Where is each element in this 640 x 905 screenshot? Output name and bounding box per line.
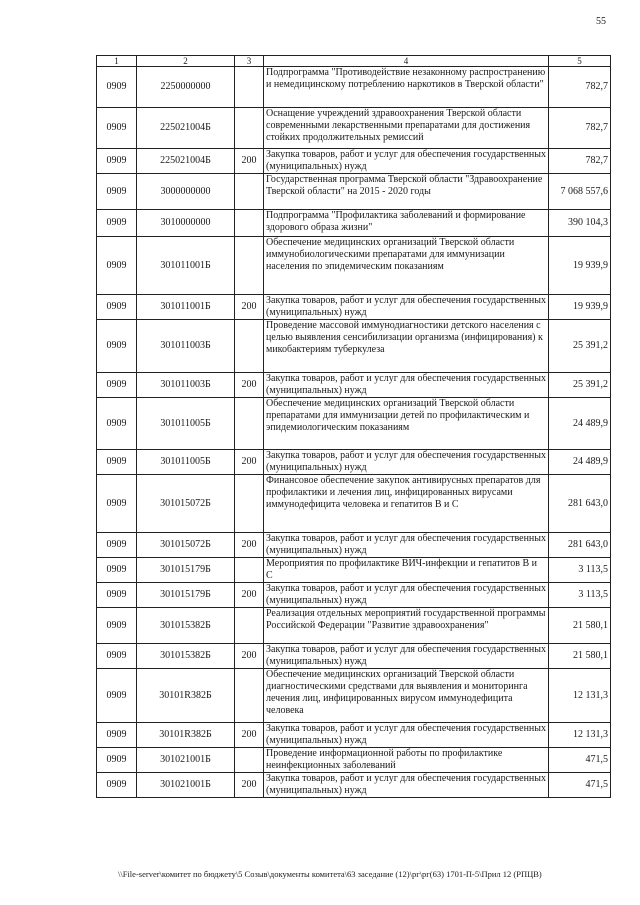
- code-cell: 301021001Б: [137, 748, 235, 773]
- budget-table: [96, 55, 611, 798]
- description-cell: Закупка товаров, работ и услуг для обеспечения государственных (муниципальных) нужд: [264, 533, 549, 558]
- expense-type-cell: [235, 174, 264, 210]
- table-row: [97, 320, 611, 373]
- section-cell: 0909: [97, 450, 137, 475]
- code-cell: 301011001Б: [137, 237, 235, 295]
- expense-type-cell: [235, 475, 264, 533]
- code-cell: 30101R382Б: [137, 669, 235, 723]
- description-cell: Закупка товаров, работ и услуг для обеспечения государственных (муниципальных) нужд: [264, 723, 549, 748]
- amount-cell: 21 580,1: [549, 608, 611, 644]
- code-cell: 30101R382Б: [137, 723, 235, 748]
- code-cell: 301015072Б: [137, 475, 235, 533]
- header-cell-1: 1: [97, 56, 137, 67]
- header-cell-2: 2: [137, 56, 235, 67]
- code-cell: 301011001Б: [137, 295, 235, 320]
- expense-type-cell: [235, 748, 264, 773]
- header-cell-3: 3: [235, 56, 264, 67]
- expense-type-cell: [235, 237, 264, 295]
- amount-cell: 782,7: [549, 108, 611, 149]
- table-row: [97, 67, 611, 108]
- amount-cell: 3 113,5: [549, 583, 611, 608]
- section-cell: 0909: [97, 237, 137, 295]
- description-cell: Финансовое обеспечение закупок антивирусных препаратов для профилактики и лечения лиц, инфицированных вирусами иммунодефицита человека и гепатитов В и С: [264, 475, 549, 533]
- amount-cell: 19 939,9: [549, 237, 611, 295]
- amount-cell: 12 131,3: [549, 723, 611, 748]
- expense-type-cell: [235, 398, 264, 450]
- code-cell: 301011005Б: [137, 450, 235, 475]
- table-row: [97, 748, 611, 773]
- expense-type-cell: [235, 558, 264, 583]
- amount-cell: 12 131,3: [549, 669, 611, 723]
- code-cell: 2250000000: [137, 67, 235, 108]
- table-row: [97, 608, 611, 644]
- expense-type-cell: 200: [235, 773, 264, 798]
- amount-cell: 281 643,0: [549, 475, 611, 533]
- table-row: [97, 669, 611, 723]
- section-cell: 0909: [97, 174, 137, 210]
- section-cell: 0909: [97, 608, 137, 644]
- code-cell: 3000000000: [137, 174, 235, 210]
- table-row: [97, 398, 611, 450]
- code-cell: 225021004Б: [137, 108, 235, 149]
- code-cell: 301015179Б: [137, 583, 235, 608]
- code-cell: 301011005Б: [137, 398, 235, 450]
- table-row: [97, 583, 611, 608]
- expense-type-cell: 200: [235, 644, 264, 669]
- amount-cell: 25 391,2: [549, 373, 611, 398]
- code-cell: 301021001Б: [137, 773, 235, 798]
- description-cell: Закупка товаров, работ и услуг для обеспечения государственных (муниципальных) нужд: [264, 644, 549, 669]
- table-row: [97, 450, 611, 475]
- section-cell: 0909: [97, 583, 137, 608]
- expense-type-cell: 200: [235, 373, 264, 398]
- amount-cell: 471,5: [549, 748, 611, 773]
- description-cell: Подпрограмма "Противодействие незаконному распространению и немедицинскому потреблению наркотиков в Тверской области": [264, 67, 549, 108]
- expense-type-cell: [235, 320, 264, 373]
- amount-cell: 7 068 557,6: [549, 174, 611, 210]
- amount-cell: 782,7: [549, 149, 611, 174]
- description-cell: Закупка товаров, работ и услуг для обеспечения государственных (муниципальных) нужд: [264, 450, 549, 475]
- code-cell: 301011003Б: [137, 320, 235, 373]
- amount-cell: 390 104,3: [549, 210, 611, 237]
- table-row: [97, 773, 611, 798]
- code-cell: 301015382Б: [137, 608, 235, 644]
- section-cell: 0909: [97, 644, 137, 669]
- description-cell: Обеспечение медицинских организаций Тверской области препаратами для иммунизации детей по профилактическим и эпидемиологическим показаниям: [264, 398, 549, 450]
- header-cell-5: 5: [549, 56, 611, 67]
- footer-file-path: \\File-server\комитет по бюджету\5 Созыв\документы комитета\63 заседание (12)\рг\рг(63) 1701-П-5\Прил 12 (РПЦВ): [118, 869, 542, 879]
- description-cell: Закупка товаров, работ и услуг для обеспечения государственных (муниципальных) нужд: [264, 149, 549, 174]
- code-cell: 301015072Б: [137, 533, 235, 558]
- expense-type-cell: [235, 108, 264, 149]
- expense-type-cell: [235, 608, 264, 644]
- code-cell: 301011003Б: [137, 373, 235, 398]
- section-cell: 0909: [97, 398, 137, 450]
- table-row: [97, 723, 611, 748]
- amount-cell: 25 391,2: [549, 320, 611, 373]
- table-row: [97, 210, 611, 237]
- table-row: [97, 108, 611, 149]
- table-row: [97, 174, 611, 210]
- code-cell: 225021004Б: [137, 149, 235, 174]
- code-cell: 3010000000: [137, 210, 235, 237]
- section-cell: 0909: [97, 373, 137, 398]
- amount-cell: 24 489,9: [549, 450, 611, 475]
- section-cell: 0909: [97, 108, 137, 149]
- amount-cell: 24 489,9: [549, 398, 611, 450]
- table-row: [97, 475, 611, 533]
- table-row: [97, 373, 611, 398]
- section-cell: 0909: [97, 748, 137, 773]
- section-cell: 0909: [97, 669, 137, 723]
- section-cell: 0909: [97, 533, 137, 558]
- table-row: [97, 558, 611, 583]
- table-row: [97, 149, 611, 174]
- amount-cell: 3 113,5: [549, 558, 611, 583]
- section-cell: 0909: [97, 558, 137, 583]
- header-cell-4: 4: [264, 56, 549, 67]
- expense-type-cell: 200: [235, 295, 264, 320]
- expense-type-cell: 200: [235, 149, 264, 174]
- description-cell: Закупка товаров, работ и услуг для обеспечения государственных (муниципальных) нужд: [264, 583, 549, 608]
- section-cell: 0909: [97, 295, 137, 320]
- description-cell: Проведение информационной работы по профилактике неинфекционных заболеваний: [264, 748, 549, 773]
- amount-cell: 782,7: [549, 67, 611, 108]
- table-header-row: [97, 56, 611, 67]
- section-cell: 0909: [97, 149, 137, 174]
- expense-type-cell: 200: [235, 450, 264, 475]
- expense-type-cell: [235, 67, 264, 108]
- amount-cell: 19 939,9: [549, 295, 611, 320]
- amount-cell: 281 643,0: [549, 533, 611, 558]
- section-cell: 0909: [97, 210, 137, 237]
- amount-cell: 21 580,1: [549, 644, 611, 669]
- section-cell: 0909: [97, 67, 137, 108]
- description-cell: Обеспечение медицинских организаций Тверской области диагностическими средствами для выявления и мониторинга лечения лиц, инфицированных вирусом иммунодефицита человека: [264, 669, 549, 723]
- expense-type-cell: [235, 210, 264, 237]
- table-row: [97, 644, 611, 669]
- expense-type-cell: [235, 669, 264, 723]
- description-cell: Государственная программа Тверской области "Здравоохранение Тверской области" на 2015 - 2020 годы: [264, 174, 549, 210]
- description-cell: Проведение массовой иммунодиагностики детского населения с целью выявления сенсибилизации организма (инфицирования) к микобактериям туберкулеза: [264, 320, 549, 373]
- description-cell: Оснащение учреждений здравоохранения Тверской области современными лекарственными препаратами для достижения стойких продолжительных ремиссий: [264, 108, 549, 149]
- amount-cell: 471,5: [549, 773, 611, 798]
- table-row: [97, 237, 611, 295]
- description-cell: Закупка товаров, работ и услуг для обеспечения государственных (муниципальных) нужд: [264, 373, 549, 398]
- description-cell: Обеспечение медицинских организаций Тверской области иммунобиологическими препаратами для иммунизации населения по эпидемическим показаниям: [264, 237, 549, 295]
- expense-type-cell: 200: [235, 533, 264, 558]
- section-cell: 0909: [97, 320, 137, 373]
- code-cell: 301015382Б: [137, 644, 235, 669]
- section-cell: 0909: [97, 723, 137, 748]
- description-cell: Закупка товаров, работ и услуг для обеспечения государственных (муниципальных) нужд: [264, 295, 549, 320]
- description-cell: Закупка товаров, работ и услуг для обеспечения государственных (муниципальных) нужд: [264, 773, 549, 798]
- description-cell: Подпрограмма "Профилактика заболеваний и формирование здорового образа жизни": [264, 210, 549, 237]
- section-cell: 0909: [97, 773, 137, 798]
- expense-type-cell: 200: [235, 723, 264, 748]
- code-cell: 301015179Б: [137, 558, 235, 583]
- table-row: [97, 295, 611, 320]
- section-cell: 0909: [97, 475, 137, 533]
- table-row: [97, 533, 611, 558]
- expense-type-cell: 200: [235, 583, 264, 608]
- description-cell: Реализация отдельных мероприятий государственной программы Российской Федерации "Развитие здравоохранения": [264, 608, 549, 644]
- page-number: 55: [596, 16, 606, 27]
- table-body: [97, 67, 611, 798]
- description-cell: Мероприятия по профилактике ВИЧ-инфекции и гепатитов В и С: [264, 558, 549, 583]
